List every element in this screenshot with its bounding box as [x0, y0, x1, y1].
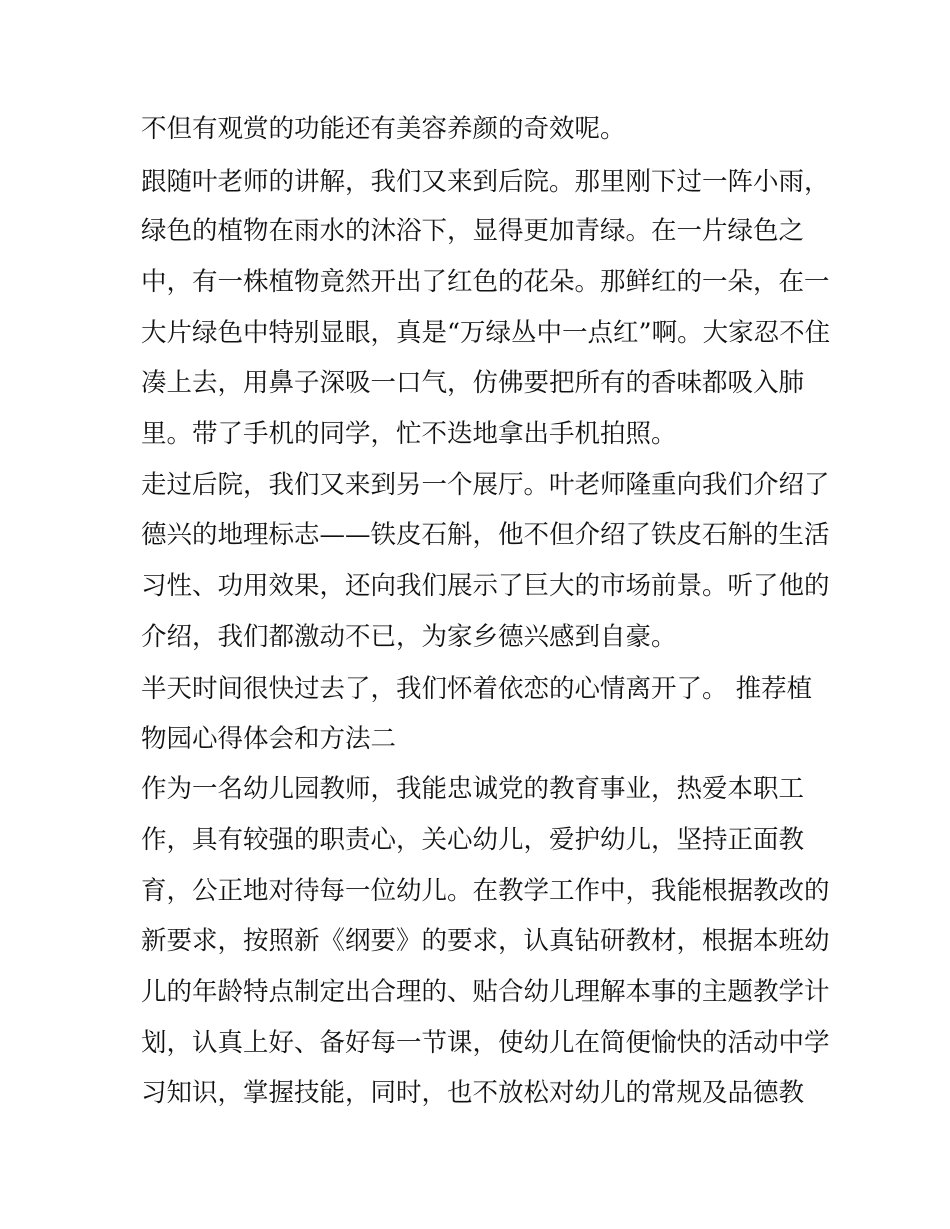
text-line-19: 划，认真上好、备好每一节课，使幼儿在简便愉快的活动中学	[141, 1028, 830, 1058]
text-line-18: 儿的年龄特点制定出合理的、贴合幼儿理解本事的主题教学计	[141, 977, 830, 1007]
text-line-2: 跟随叶老师的讲解，我们又来到后院。那里刚下过一阵小雨，	[141, 167, 830, 197]
text-line-12: 半天时间很快过去了，我们怀着依恋的心情离开了。 推荐植	[141, 674, 813, 704]
text-line-9: 德兴的地理标志——铁皮石斛，他不但介绍了铁皮石斛的生活	[141, 520, 830, 550]
text-line-14: 作为一名幼儿园教师，我能忠诚党的教育事业，热爱本职工	[141, 774, 805, 804]
text-line-5: 大片绿色中特别显眼，真是“万绿丛中一点红”啊。大家忍不住	[141, 318, 831, 348]
text-line-11: 介绍，我们都激动不已，为家乡德兴感到自豪。	[141, 622, 677, 652]
text-line-4: 中，有一株植物竟然开出了红色的花朵。那鲜红的一朵，在一	[141, 267, 830, 297]
text-line-17: 新要求，按照新《纲要》的要求，认真钻研教材，根据本班幼	[141, 926, 830, 956]
text-line-20: 习知识，掌握技能，同时，也不放松对幼儿的常规及品德教	[141, 1078, 805, 1108]
text-line-3: 绿色的植物在雨水的沐浴下，显得更加青绿。在一片绿色之	[141, 216, 805, 246]
text-line-10: 习性、功用效果，还向我们展示了巨大的市场前景。听了他的	[141, 571, 830, 601]
text-line-6: 凑上去，用鼻子深吸一口气，仿佛要把所有的香味都吸入肺	[141, 368, 805, 398]
text-line-8: 走过后院，我们又来到另一个展厅。叶老师隆重向我们介绍了	[141, 470, 830, 500]
text-line-16: 育，公正地对待每一位幼儿。在教学工作中，我能根据教改的	[141, 876, 830, 906]
text-line-7: 里。带了手机的同学，忙不迭地拿出手机拍照。	[141, 419, 677, 449]
text-line-13: 物园心得体会和方法二	[141, 724, 397, 754]
text-line-1: 不但有观赏的功能还有美容养颜的奇效呢。	[141, 114, 626, 144]
text-line-15: 作，具有较强的职责心，关心幼儿，爱护幼儿，坚持正面教	[141, 825, 805, 855]
